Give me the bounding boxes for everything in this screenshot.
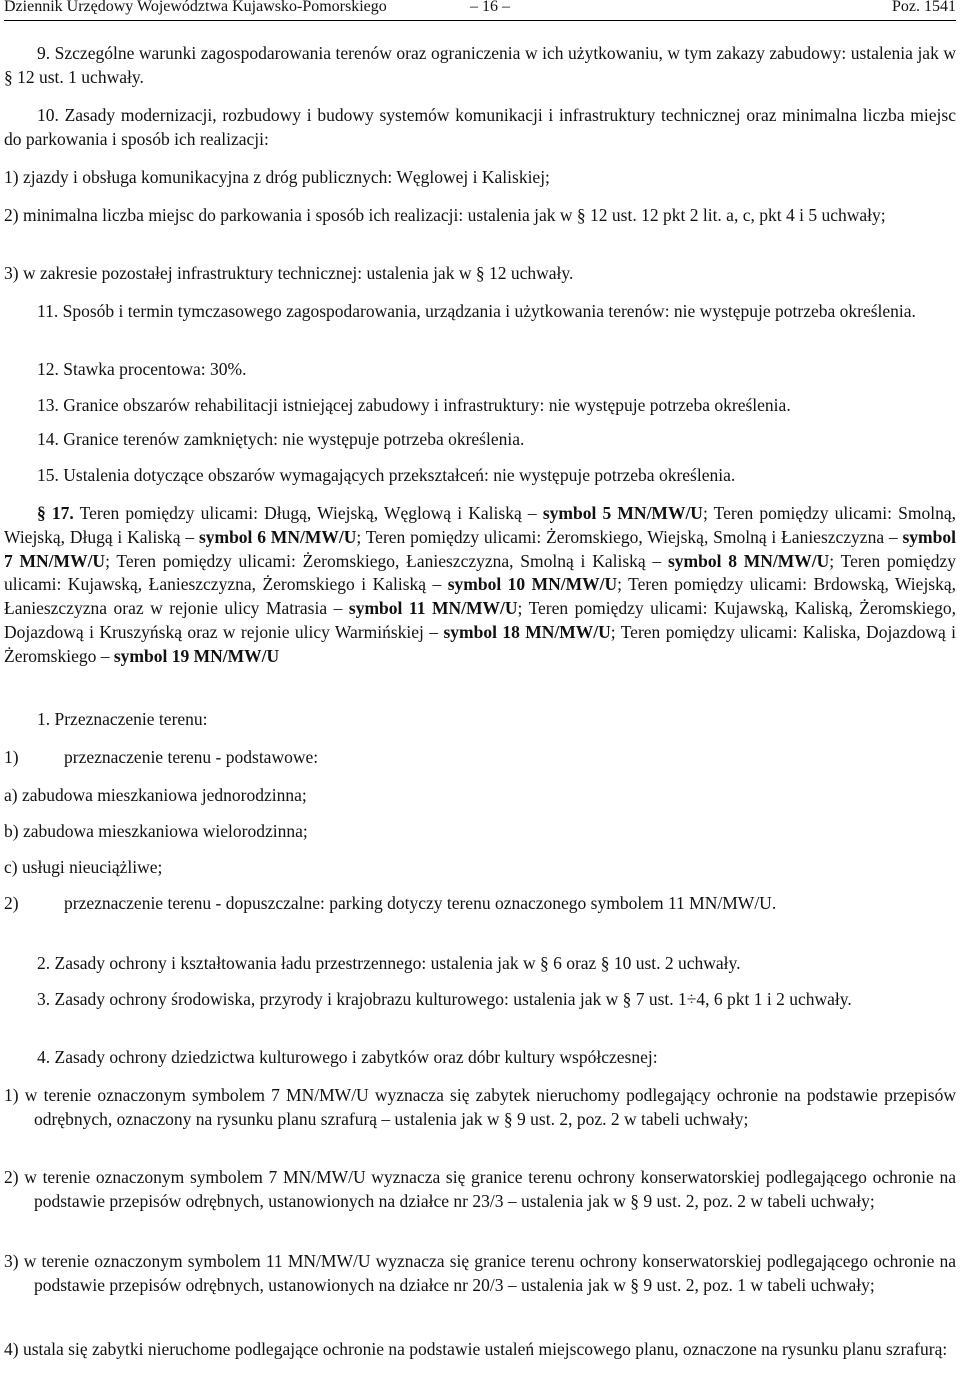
paragraph-13: 13. Granice obszarów rehabilitacji istniejącej zabudowy i infrastruktury: nie występuje potrzeba określenia. <box>37 395 791 415</box>
section-17-intro: § 17. Teren pomiędzy ulicami: Długą, Wiejską, Węglową i Kaliską – symbol 5 MN/MW/U; Teren pomiędzy ulicami: Smolną, Wiejską, Długą i Kaliską – symbol 6 MN/MW/U; Teren pomiędzy ulicami: Żeromskiego, Wiejską, Smolną i Łanieszczyzna – symbol 7 MN/MW/U; Teren pomiędzy ulicami: Żeromskiego, Łanieszczyzna, Smolną i Kaliską – symbol 8 MN/MW/U; Teren pomiędzy ulicami: Kujawską, Łanieszczyzna, Żeromskiego i Kaliską – symbol 10 MN/MW/U; Teren pomiędzy ulicami: Brdowską, Wiejską, Łanieszczyzna oraz w rejonie ulicy Matrasia – symbol 11 MN/MW/U; Teren pomiędzy ulicami: Kujawską, Kaliską, Żeromskiego, Dojazdową i Kruszyńską oraz w rejonie ulicy Warmińskiej – symbol 18 MN/MW/U; Teren pomiędzy ulicami: Kaliska, Dojazdową i Żeromskiego – symbol 19 MN/MW/U <box>4 503 957 666</box>
page-number: – 16 – <box>470 0 510 15</box>
section-17-point-1-item-1: 1) przeznaczenie terenu - podstawowe: <box>4 747 319 767</box>
paragraph-12: 12. Stawka procentowa: 30%. <box>37 359 247 379</box>
paragraph-10-item-3: 3) w zakresie pozostałej infrastruktury technicznej: ustalenia jak w § 12 uchwały. <box>4 263 574 283</box>
section-17-point-3: 3. Zasady ochrony środowiska, przyrody i krajobrazu kulturowego: ustalenia jak w § 7 ust. 1÷4, 6 pkt 1 i 2 uchwały. <box>37 989 852 1009</box>
section-17-point-4-item-2: 2) w terenie oznaczonym symbolem 7 MN/MW/U wyznacza się granice terenu ochrony konserwatorskiej podlegającego ochronie na podstawie przepisów odrębnych, ustanowionych na działce nr 23/3 – ustalenia jak w § 9 ust. 2, poz. 2 w tabeli uchwały; <box>4 1167 956 1211</box>
paragraph-9: 9. Szczególne warunki zagospodarowania terenów oraz ograniczenia w ich użytkowaniu, w tym zakazy zabudowy: ustalenia jak w § 12 ust. 1 uchwały. <box>4 43 956 87</box>
paragraph-10-item-1: 1) zjazdy i obsługa komunikacyjna z dróg publicznych: Węglowej i Kaliskiej; <box>4 167 550 187</box>
section-17-point-1-b: b) zabudowa mieszkaniowa wielorodzinna; <box>4 821 308 841</box>
paragraph-14: 14. Granice terenów zamkniętych: nie występuje potrzeba określenia. <box>37 429 525 449</box>
paragraph-10-item-2: 2) minimalna liczba miejsc do parkowania i sposób ich realizacji: ustalenia jak w § 12 ust. 12 pkt 2 lit. a, c, pkt 4 i 5 uchwały; <box>4 205 886 225</box>
section-17-point-1-c: c) usługi nieuciążliwe; <box>4 857 163 877</box>
journal-title: Dziennik Urzędowy Województwa Kujawsko-Pomorskiego <box>4 0 387 15</box>
section-17-point-1: 1. Przeznaczenie terenu: <box>37 709 208 729</box>
position-number: Poz. 1541 <box>892 0 956 15</box>
section-17-point-4-item-4: 4) ustala się zabytki nieruchome podlegające ochronie na podstawie ustaleń miejscowego planu, oznaczone na rysunku planu szrafurą: <box>4 1339 948 1359</box>
section-17-point-4-item-3: 3) w terenie oznaczonym symbolem 11 MN/MW/U wyznacza się granice terenu ochrony konserwatorskiej podlegającego ochronie na podstawie przepisów odrębnych, ustanowionych na działce nr 20/3 – ustalenia jak w § 9 ust. 2, poz. 1 w tabeli uchwały; <box>4 1251 956 1295</box>
paragraph-11: 11. Sposób i termin tymczasowego zagospodarowania, urządzania i użytkowania terenów: nie występuje potrzeba określenia. <box>37 301 916 321</box>
section-17-point-1-item-2: 2) przeznaczenie terenu - dopuszczalne: parking dotyczy terenu oznaczonego symbolem 11 MN/MW/U. <box>4 893 777 913</box>
section-17-point-4-item-1: 1) w terenie oznaczonym symbolem 7 MN/MW/U wyznacza się zabytek nieruchomy podlegający ochronie na podstawie przepisów odrębnych, oznaczony na rysunku planu szrafurą – ustalenia jak w § 9 ust. 2, poz. 2 w tabeli uchwały; <box>4 1085 956 1129</box>
section-17-point-2: 2. Zasady ochrony i kształtowania ładu przestrzennego: ustalenia jak w § 6 oraz § 10 ust. 2 uchwały. <box>37 953 741 973</box>
page-header <box>4 0 956 21</box>
section-17-number: § 17. <box>37 503 74 523</box>
paragraph-15: 15. Ustalenia dotyczące obszarów wymagających przekształceń: nie występuje potrzeba określenia. <box>37 465 736 485</box>
section-17-point-4: 4. Zasady ochrony dziedzictwa kulturowego i zabytków oraz dóbr kultury współczesnej: <box>37 1047 658 1067</box>
section-17-point-1-a: a) zabudowa mieszkaniowa jednorodzinna; <box>4 785 307 805</box>
paragraph-10: 10. Zasady modernizacji, rozbudowy i budowy systemów komunikacji i infrastruktury technicznej oraz minimalna liczba miejsc do parkowania i sposób ich realizacji: <box>4 105 956 149</box>
